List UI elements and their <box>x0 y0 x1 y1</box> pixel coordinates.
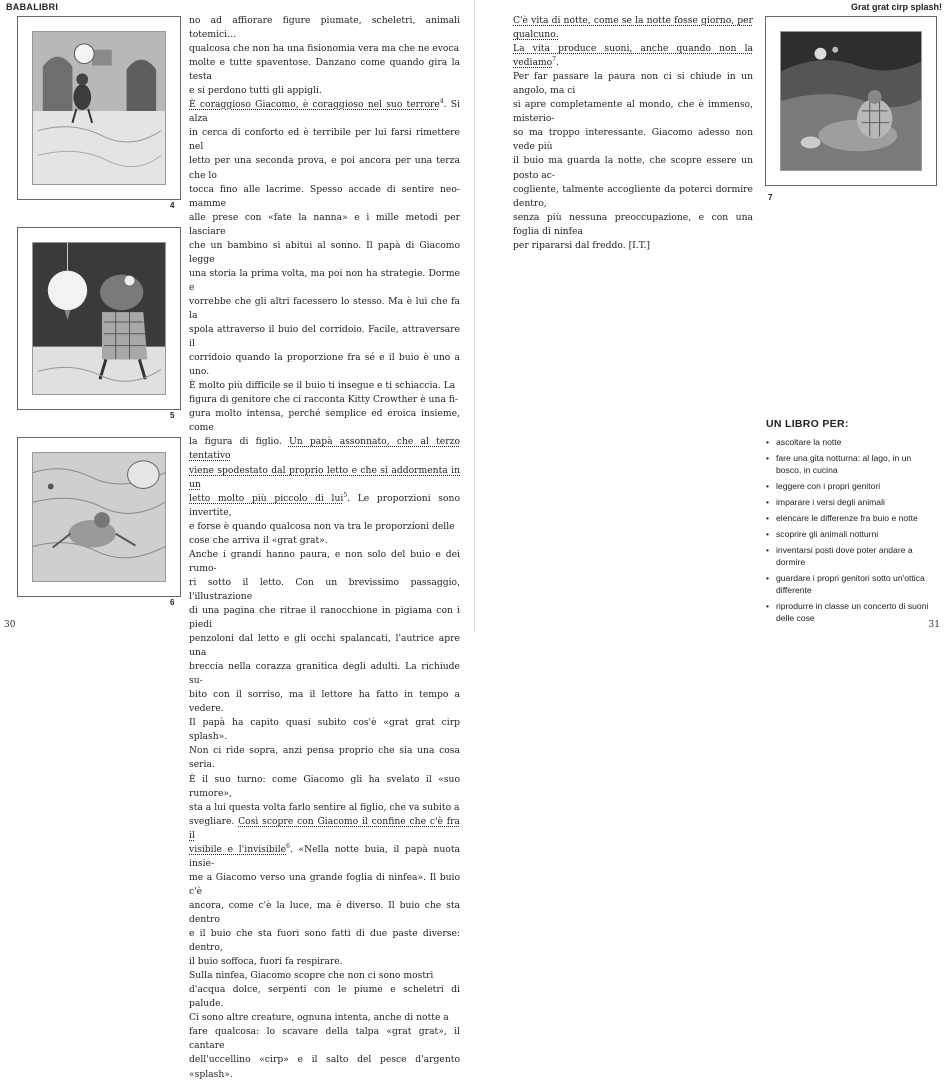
text-line: Anche i grandi hanno paura, e non solo del buio e dei rumo- <box>189 548 460 574</box>
figure-7-number: 7 <box>768 193 773 202</box>
figure-4-number: 4 <box>170 201 175 210</box>
page-number-left: 30 <box>4 620 16 630</box>
text-line: d'acqua dolce, serpenti con le piume e scheletri di palude. <box>189 984 460 1010</box>
text-line: gura molto intensa, perché semplice ed eroica insieme, come <box>189 408 460 434</box>
list-item: • guardare i propri genitori sotto un'ottica differente <box>766 572 936 596</box>
list-item: • scoprire gli animali notturni <box>766 528 936 540</box>
text-line: si apre completamente al mondo, che è immenso, misterio- <box>513 99 753 125</box>
figure-6-number: 6 <box>170 598 175 607</box>
text-line: bito con il sorriso, ma il lettore ha fatto in tempo a vedere. <box>189 689 460 715</box>
figure-7-frame <box>765 16 937 186</box>
activity-box-title: UN LIBRO PER: <box>766 418 849 430</box>
text-line: e forse è quando qualcosa non va tra le proporzioni delle <box>189 520 455 532</box>
text-line: dell'uccellino «cirp» e il salto del pesce d'argento «splash». <box>189 1054 460 1080</box>
figure-4-frame <box>17 16 181 200</box>
highlighted-text: Un papà assonnato, che al terzo tentativo <box>189 436 461 462</box>
highlighted-text: letto molto più piccolo di lui <box>189 492 344 504</box>
text-line: È il suo turno: come Giacomo gli ha svelato il «suo rumore», <box>189 773 460 799</box>
text-line: corridoio quando la proporzione fra sé e il buio è uno a uno. <box>189 352 460 378</box>
text-line: vorrebbe che gli altri facessero lo stesso. Ma è lui che fa la <box>189 295 460 321</box>
text-line: che un bambino si abitui al sonno. Il papà di Giacomo legge <box>189 239 460 265</box>
text-line: penzoloni dal letto e gli occhi spalancati, l'autrice apre una <box>189 633 460 659</box>
activity-list <box>766 436 936 624</box>
text-line: figura di genitore che ci racconta Kitty Crowther è una fi- <box>189 394 459 406</box>
text-line: il buio ma guarda la notte, che scopre essere un posto ac- <box>513 155 753 181</box>
highlighted-text: visibile e l'invisibile <box>189 843 287 855</box>
text-line: È molto più difficile se il buio ti insegue e ti schiaccia. La <box>189 380 456 392</box>
text-line: il buio soffoca, fuori fa respirare. <box>189 956 343 968</box>
text-line: fare qualcosa: lo scavare della talpa «grat grat», il cantare <box>189 1026 460 1052</box>
footnote-ref[interactable]: 7 <box>552 56 556 64</box>
text-line: una storia la prima volta, ma poi non ha strategie. Dorme e <box>189 267 460 293</box>
activity-box <box>766 418 936 628</box>
highlighted-text: Così scopre con Giacomo il confine che c'è fra il <box>189 815 461 841</box>
footnote-ref[interactable]: 5 <box>343 491 348 499</box>
figure-4-illustration <box>32 31 166 185</box>
text-line: Sulla ninfea, Giacomo scopre che non ci sono mostri <box>189 970 434 982</box>
text-line: Non ci ride sopra, anzi pensa proprio che sia una cosa seria. <box>189 745 460 771</box>
body-column-right: C'è vita di notte, come se la notte fosse giorno, per qualcuno. La vita produce suoni, anche quando non la vediamo$^7$. Per far passare la paura non ci si chiude in un angolo, ma ci si apre completamente al mondo, che è immenso, misterio- so ma troppo interessante. Giacomo adesso non vede più il buio ma guarda la notte, che scopre essere un posto ac- cogliente, talmente accogliente da poterci dormire dentro, senza più nessuna preoccupazione, e con una foglia di ninfea per ripararsi dal freddo. [I.T.] <box>513 15 753 251</box>
text-line: letto per una seconda prova, e poi ancora per una terza che lo <box>189 155 460 181</box>
text-line: cose che arriva il «grat grat». <box>189 534 328 546</box>
figure-5-number: 5 <box>170 411 175 420</box>
text-line: me a Giacomo verso una grande foglia di ninfea». Il buio c'è <box>189 871 460 897</box>
highlighted-text: È coraggioso Giacomo, è coraggioso nel suo terrore <box>189 99 440 111</box>
text-line: sta a lui questa volta farlo sentire al figlio, che va subito a <box>189 801 460 813</box>
list-item: • elencare le differenze fra buio e notte <box>766 512 936 524</box>
body-column-left: no ad affiorare figure piumate, scheletri, animali totemici… qualcosa che non ha una fisionomia vera ma che ne evoca molte e tutte spaventose. Danzano come quando gira la testa e si perdono tutti gli appigli. È coraggioso Giacomo, è coraggioso nel suo terrore$^4$. Si alza in cerca di conforto ed è terribile per lui farsi rimettere nel letto per una seconda prova, e poi ancora per una terza che lo tocca fino alle lacrime. Spesso accade di sentire neo-mamme alle prese con «fate la nanna» e i mille metodi per lasciare che un bambino si abitui al sonno. Il papà di Giacomo legge una storia la prima volta, ma poi non ha strategie. Dorme e vorrebbe che gli altri facessero lo stesso. Ma è lui che fa la spola attraverso il buio del corridoio. Facile, attraversare il corridoio quando la proporzione fra sé e il buio è uno a uno. È molto più difficile se il buio ti insegue e ti schiaccia. La figura di genitore che ci racconta Kitty Crowther è una fi- gura molto intensa, perché semplice ed eroica insieme, come la figura di figlio. Un papà assonnato, che al terzo tentativo viene spodestato dal proprio letto e che si addormenta in un letto molto più piccolo di lui$^5$. Le proporzioni sono invertite, e forse è quando qualcosa non va tra le proporzioni delle cose che arriva il «grat grat». Anche i grandi hanno paura, e non solo del buio e dei rumo- ri sotto il letto. Con un brevissimo passaggio, l'illustrazione di una pagina che ritrae il ranocchione in pigiama con i piedi penzoloni dal letto e gli occhi spalancati, l'autrice apre una breccia nella corazza granitica degli adulti. La richiude su- bito con il sorriso, ma il lettore ha fatto in tempo a vedere. Il papà ha capito quasi subito cos'è «grat grat cirp splash». Non ci ride sopra, anzi pensa proprio che sia una cosa seria. È il suo turno: come Giacomo gli ha svelato il «suo rumore», sta a lui questa volta farlo sentire al figlio, che va subito a svegliare. Così scopre con Giacomo il confine che c'è fra il visibile e l'invisibile$^6$. «Nella notte buia, il papà nuota insie- me a Giacomo verso una grande foglia di ninfea». Il buio c'è ancora, come c'è la luce, ma è diverso. Il buio che sta dentro e il buio che sta fuori sono fatti di due paste diverse: dentro, il buio soffoca, fuori fa respirare. Sulla ninfea, Giacomo scopre che non ci sono mostri d'acqua dolce, serpenti con le piume e scheletri di palude. Ci sono altre creature, ognuna intenta, anche di notte a fare qualcosa: lo scavare della talpa «grat grat», il cantare dell'uccellino «cirp» e il salto del pesce d'argento «splash». <box>189 15 461 1080</box>
text-line: ancora, come c'è la luce, ma è diverso. Il buio che sta dentro <box>189 899 460 925</box>
running-header-right: Grat grat cirp splash! <box>850 2 942 12</box>
page-gutter <box>474 0 475 632</box>
list-item: • inventarsi posti dove poter andare a dormire <box>766 544 936 568</box>
text-line: breccia nella corazza granitica degli adulti. La richiude su- <box>189 661 460 687</box>
text-line: ri sotto il letto. Con un brevissimo passaggio, l'illustrazione <box>189 576 460 602</box>
list-item: • ascoltare la notte <box>766 436 936 448</box>
figure-5-frame <box>17 227 181 410</box>
text-line: Per far passare la paura non ci si chiude in un angolo, ma ci <box>513 71 753 97</box>
figure-7-illustration <box>780 31 922 171</box>
text-line: Il papà ha capito quasi subito cos'è «grat grat cirp splash». <box>189 717 460 743</box>
list-item: • riprodurre in classe un concerto di suoni delle cose <box>766 600 936 624</box>
text-line: so ma troppo interessante. Giacomo adesso non vede più <box>513 127 753 153</box>
text-line: senza più nessuna preoccupazione, e con una foglia di ninfea <box>513 211 753 237</box>
text-line: per ripararsi dal freddo. [I.T.] <box>513 239 650 251</box>
text-line: e il buio che sta fuori sono fatti di due paste diverse: dentro, <box>189 928 460 954</box>
footnote-ref[interactable]: 6 <box>286 842 290 850</box>
highlighted-text: C'è vita di notte, come se la notte fosse giorno, per qualcuno. <box>513 15 753 41</box>
text-line: qualcosa che non ha una fisionomia vera ma che ne evoca <box>189 43 460 55</box>
list-item: • fare una gita notturna: al lago, in un bosco, in cucina <box>766 452 936 476</box>
page-number-right: 31 <box>928 620 940 630</box>
text-line: no ad affiorare figure piumate, scheletri, animali totemici… <box>189 15 460 41</box>
highlighted-text: La vita produce suoni, anche quando non la vediamo <box>513 43 753 69</box>
text-line: alle prese con «fate la nanna» e i mille metodi per lasciare <box>189 211 460 237</box>
text-line: cogliente, talmente accogliente da poterci dormire dentro, <box>513 183 753 209</box>
text-line: spola attraverso il buio del corridoio. Facile, attraversare il <box>189 324 460 350</box>
text-line: di una pagina che ritrae il ranocchione in pigiama con i piedi <box>189 604 460 631</box>
text-line: tocca fino alle lacrime. Spesso accade di sentire neo-mamme <box>189 183 460 209</box>
text-line: Ci sono altre creature, ognuna intenta, anche di notte a <box>189 1012 449 1024</box>
highlighted-text: viene spodestato dal proprio letto e che si addormenta in un <box>189 464 460 490</box>
list-item: • leggere con i propri genitori <box>766 480 936 492</box>
figure-6-frame <box>17 437 181 597</box>
text-line: e si perdono tutti gli appigli. <box>189 85 322 97</box>
figure-5-illustration <box>32 242 166 395</box>
footnote-ref[interactable]: 4 <box>439 98 444 106</box>
figure-6-illustration <box>32 452 166 582</box>
text-line: in cerca di conforto ed è terribile per lui farsi rimettere nel <box>189 127 460 153</box>
text-line: molte e tutte spaventose. Danzano come quando gira la testa <box>189 57 460 83</box>
running-header-left: BABALIBRI <box>6 2 59 12</box>
list-item: • imparare i versi degli animali <box>766 496 936 508</box>
